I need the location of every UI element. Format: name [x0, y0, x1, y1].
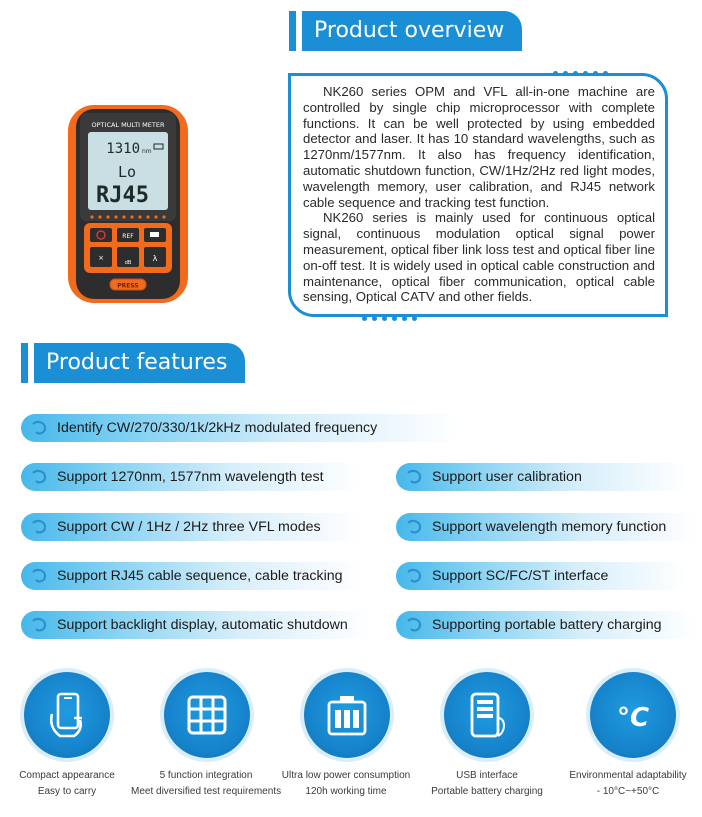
- feature-label: Support backlight display, automatic shutdown: [57, 617, 348, 633]
- swirl-icon: [25, 513, 53, 541]
- device-lambda-label: λ: [152, 254, 158, 263]
- feature-label: Support RJ45 cable sequence, cable tracking: [57, 568, 343, 584]
- grid-icon: [180, 688, 234, 742]
- benefit-compact: [24, 672, 110, 758]
- screen-mode: Lo: [118, 163, 137, 181]
- feature-item: [21, 463, 361, 491]
- feature-item: [21, 611, 371, 639]
- celsius-icon: [606, 688, 660, 742]
- swirl-icon: [25, 562, 53, 590]
- screen-reading: 1310: [106, 141, 140, 157]
- feature-label: Support 1270nm, 1577nm wavelength test: [57, 469, 324, 485]
- feature-label: Support CW / 1Hz / 2Hz three VFL modes: [57, 519, 321, 535]
- celsius-symbol: °C: [616, 703, 650, 733]
- phone-hand-icon: [40, 688, 94, 742]
- swirl-icon: [400, 463, 428, 491]
- benefit-usb: [444, 672, 530, 758]
- feature-item: [21, 562, 361, 590]
- benefit-caption: [412, 768, 562, 800]
- overview-title: Product overview: [302, 11, 522, 51]
- screen-function: RJ45: [96, 183, 149, 208]
- feature-item: [396, 513, 696, 541]
- feature-item: [21, 414, 461, 442]
- overview-header: [289, 11, 522, 51]
- swirl-icon: [400, 562, 428, 590]
- caption-line2: Easy to carry: [37, 786, 97, 797]
- benefit-power: [304, 672, 390, 758]
- power-bank-icon: [460, 688, 514, 742]
- overview-paragraph-2: NK260 series is mainly used for continuous optical signal, continuous modulation optical signal power measurement, optical fiber link loss test and optical fiber line on-off test. It is widely used in optical cable construction and maintenance, optical fiber communication, optical cable sensing, Optical CATV and other fields.: [303, 210, 655, 305]
- benefit-temperature: [590, 672, 676, 758]
- swirl-icon: [25, 463, 53, 491]
- caption-line2: Meet diversified test requirements: [131, 786, 282, 797]
- device-brand: OPTICAL MULTI METER: [91, 121, 165, 129]
- benefit-caption: [131, 768, 281, 800]
- caption-line1: 5 function integration: [159, 770, 253, 781]
- swirl-icon: [400, 513, 428, 541]
- feature-label: Supporting portable battery charging: [432, 617, 662, 633]
- caption-line2: Portable battery charging: [431, 786, 543, 797]
- feature-item: [396, 463, 686, 491]
- benefit-caption: [553, 768, 702, 800]
- device-image: [66, 101, 190, 306]
- screen-unit: nm: [142, 148, 152, 155]
- feature-label: Support user calibration: [432, 469, 582, 485]
- caption-line1: Ultra low power consumption: [281, 770, 411, 781]
- overview-text-box: [288, 73, 668, 317]
- caption-line2: 120h working time: [305, 786, 387, 797]
- benefit-caption: [0, 768, 142, 800]
- caption-line1: USB interface: [456, 770, 518, 781]
- feature-label: Identify CW/270/330/1k/2kHz modulated frequency: [57, 420, 378, 436]
- device-ref-label: REF: [122, 233, 134, 240]
- benefit-integration: [164, 672, 250, 758]
- swirl-icon: [400, 611, 428, 639]
- features-header: [21, 343, 245, 383]
- device-db-label: dB: [124, 260, 132, 266]
- header-accent-bar: [21, 343, 28, 383]
- device-light-icon: [150, 232, 159, 237]
- benefit-caption: [271, 768, 421, 800]
- header-accent-bar: [289, 11, 296, 51]
- feature-item: [21, 513, 361, 541]
- feature-label: Support SC/FC/ST interface: [432, 568, 609, 584]
- caption-line1: Environmental adaptability: [569, 770, 687, 781]
- overview-paragraph-1: NK260 series OPM and VFL all-in-one machine are controlled by single chip microprocessor with complete functions. It can be well protected by using embedded detector and laser. It has 10 standard wavelengths, such as 1270nm/1577nm. It also has frequency identification, automatic shutdown function, CW/1Hz/2Hz red light modes, wavelength memory, user calibration, and RJ45 network cable sequence and tracking test function.: [303, 84, 655, 210]
- caption-line1: Compact appearance: [19, 770, 115, 781]
- device-press-label: PRESS: [117, 282, 139, 290]
- feature-label: Support wavelength memory function: [432, 519, 667, 535]
- feature-item: [396, 562, 686, 590]
- svg-text:×: ×: [98, 254, 104, 262]
- swirl-icon: [25, 611, 53, 639]
- swirl-icon: [25, 414, 53, 442]
- features-title: Product features: [34, 343, 245, 383]
- feature-item: [396, 611, 696, 639]
- caption-line2: - 10°C~+50°C: [596, 786, 660, 797]
- overview-dots-bottom: [362, 316, 417, 321]
- battery-icon: [320, 688, 374, 742]
